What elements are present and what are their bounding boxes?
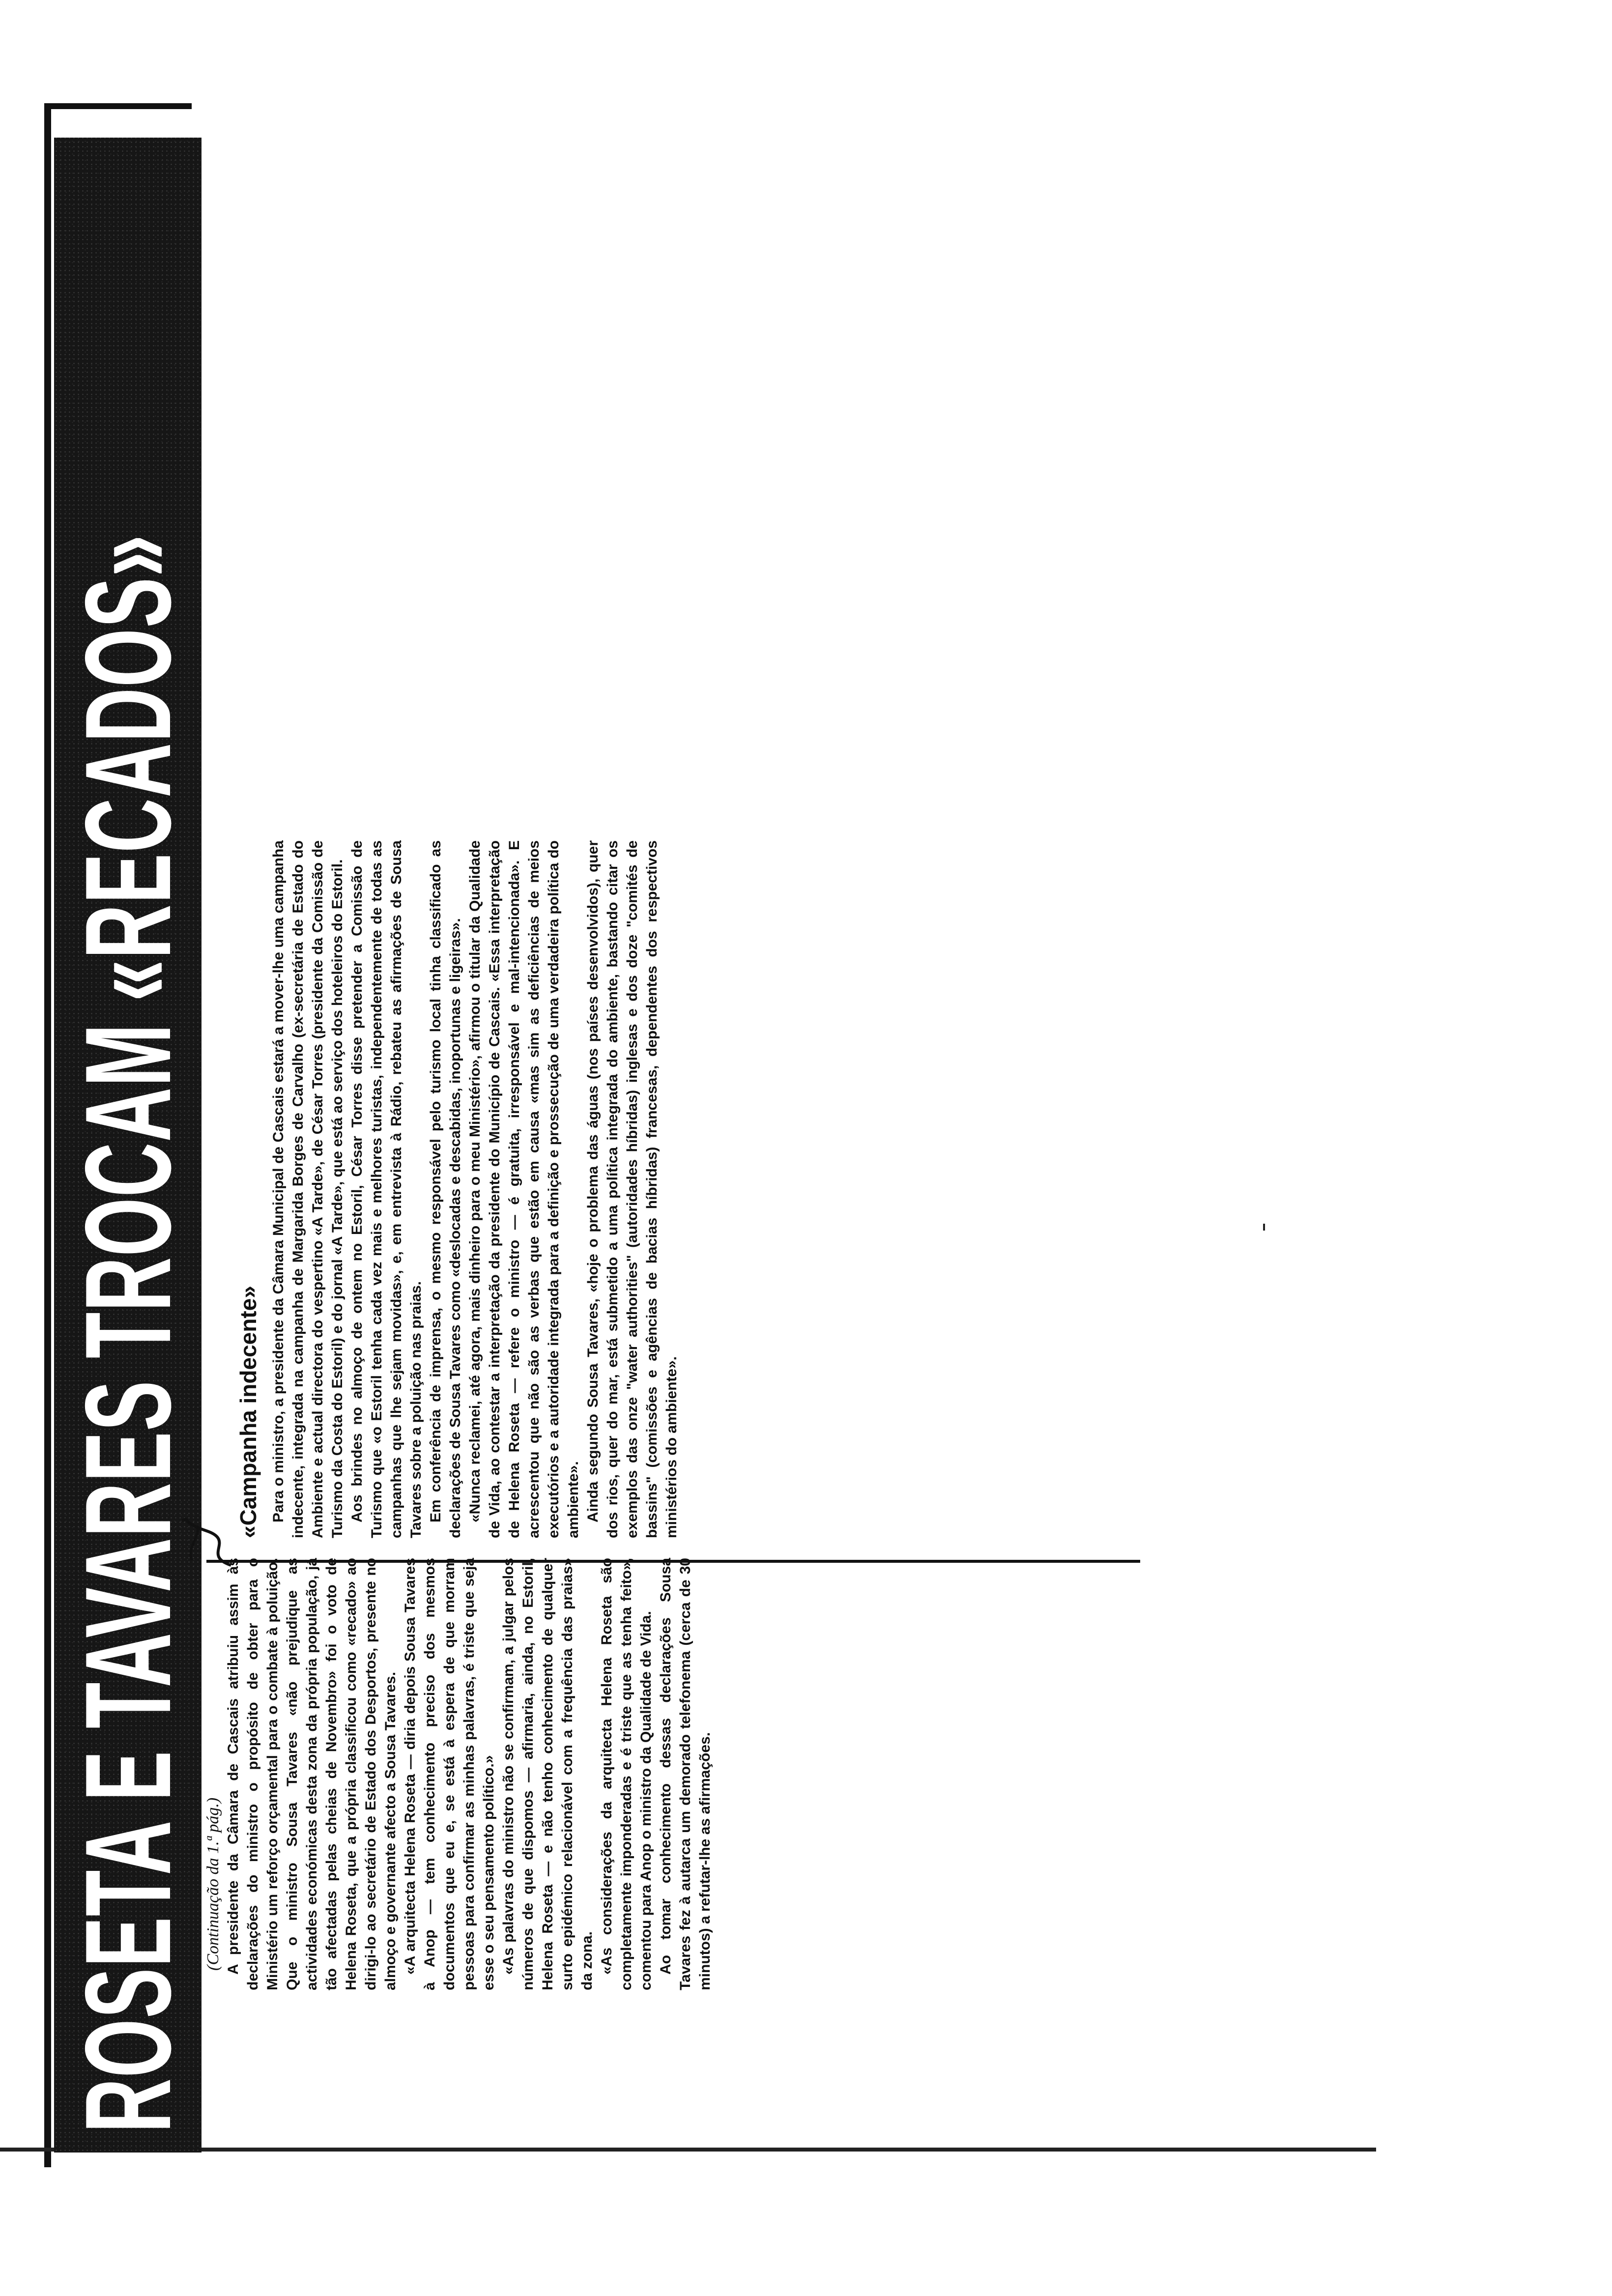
continuation-note: (Continuação da 1.ª pág.) — [204, 1797, 222, 1971]
scan-speck — [1263, 1224, 1265, 1231]
headline: ROSETA E TAVARES TROCAM «RECADOS» — [59, 534, 196, 2133]
intro-paragraph: «A arquitecta Helena Roseta — diria depois Sousa Tavares à Anop — tem conhecimento preciso dos mesmos documentos que eu e, se está à espera de que morram pessoas para confirmar as minhas palavras, é triste que seja esse o seu pensamento político.» — [402, 1558, 497, 1990]
intro-column — [224, 1558, 715, 1990]
clipping-frame-left-rule — [44, 103, 51, 2167]
body-paragraph: Ainda segundo Sousa Tavares, «hoje o problema das águas (nos países desenvolvidos), quer dos rios, quer do mar, está submetido a uma política integrada do ambiente, bastando citar os exemplos das onze "water authorities" (autoridades híbridas) inglesas e dos doze "comités de bassins" (comissões e agências de bacias híbridas) francesas, dependentes dos respectivos ministérios do ambiente». — [585, 840, 680, 1538]
intro-paragraph: «As palavras do ministro não se confirmam, a julgar pelos números de que dispomos — afirmaria, ainda, no Estoril, Helena Roseta — e não tenho conhecimento de qualquer surto epidémico relacionável com a frequência das praias» da zona. — [500, 1558, 595, 1990]
intro-paragraph: A presidente da Câmara de Cascais atribuiu assim às declarações do ministro o propósito de obter para o Ministério um reforço orçamental para o combate à poluição. Que o ministro Sousa Tavares «não prejudique as actividades económicas desta zona da própria população, já tão afectadas pelas cheias de Novembro» foi o voto de Helena Roseta, que a própria classificou como «recado» ao dirigi-lo ao secretário de Estado dos Desportos, presente no almoço e governante afecto a Sousa Tavares. — [225, 1558, 399, 1990]
newspaper-article — [54, 138, 1381, 2152]
body-paragraph: Para o ministro, a presidente da Câmara Municipal de Cascais estará a mover-lhe uma campanha indecente, integrada na campanha de Margarida Borges de Carvalho (ex-secretária de Estado do Ambiente e actual directora do vespertino «A Tarde», de César Torres (presidente da Comissão de Turismo da Costa do Estoril) e do jornal «A Tarde», que está ao serviço dos hoteleiros do Estoril. — [270, 840, 345, 1538]
body-paragraph: «Nunca reclamei, até agora, mais dinheiro para o meu Ministério», afirmou o titular da Qualidade de Vida, ao contestar a interpretação da presidente do Município de Cascais. «Essa interpretação de Helena Roseta — refere o ministro — é gratuita, irresponsável e mal-intencionada». E acrescentou que não são as verbas que estão em causa «mas sim as deficiências de meios executórios e a autoridade integrada para a definição e prossecução de uma verdadeira política do ambiente». — [467, 840, 581, 1538]
body-paragraph: Aos brindes no almoço de ontem no Estoril, César Torres disse pretender a Comissão de Turismo que «o Estoril tenha cada vez mais e melhores turistas, independentemente de todas as campanhas que lhe sejam movidas», e, em entrevista à Rádio, rebateu as afirmações de Sousa Tavares sobre a poluição nas praias. — [349, 840, 424, 1538]
section-subhead: «Campanha indecente» — [235, 1286, 261, 1538]
body-paragraph: Em conferência de imprensa, o mesmo responsável pelo turismo local tinha classificado as declarações de Sousa Tavares como «deslocadas e descabidas, inoportunas e ligeiras». — [428, 840, 463, 1538]
intro-paragraph: Ao tomar conhecimento dessas declarações Sousa Tavares fez à autarca um demorado telefonema (cerca de 30 minutos) a refutar-lhe as afirmações. — [658, 1558, 713, 1990]
body-column — [224, 840, 682, 1538]
clipping-frame-top-rule — [44, 103, 192, 109]
headline-band — [54, 138, 202, 2152]
intro-paragraph: «As considerações da arquitecta Helena Roseta são completamente imponderadas e é triste que as tenha feito», comentou para Anop o ministro da Qualidade de Vida. — [599, 1558, 654, 1990]
